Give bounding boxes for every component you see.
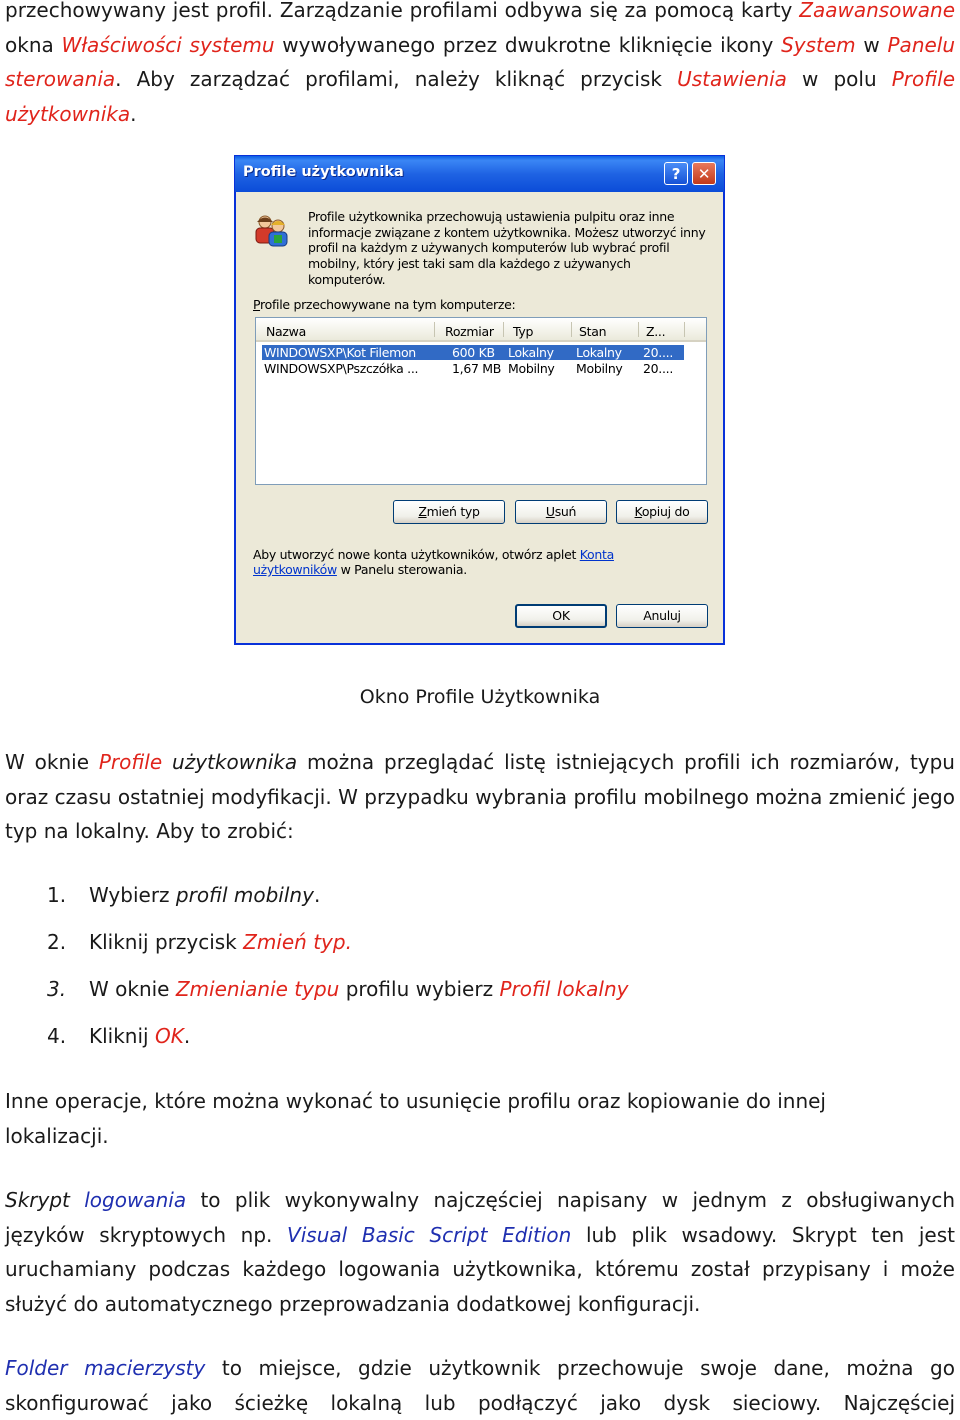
cell-size: 1,67 MB [452, 361, 502, 376]
label-text: rofile przechowywane na tym komputerze: [260, 297, 516, 312]
user-profiles-dialog [234, 155, 725, 645]
body-text: to plik wykonywalny najczęściej napisany w jednym z obsługiwanych języków skryptowych np. [5, 1188, 955, 1247]
step-term: OK [154, 1024, 184, 1048]
listview-header [256, 318, 706, 342]
cell-name: WINDOWSXP\Pszczółka ... [264, 361, 419, 376]
cell-modified: 20.... [643, 361, 673, 376]
intro-text: ikony [720, 32, 782, 57]
step-text: . [183, 1024, 191, 1048]
cell-type: Mobilny [508, 361, 555, 376]
term-logon: logowania [84, 1188, 187, 1212]
step-number: 1. [47, 883, 67, 907]
column-separator[interactable] [638, 322, 639, 337]
cell-state: Lokalny [576, 345, 622, 360]
term-system-properties: Właściwości systemu [61, 32, 275, 57]
step-text: . [345, 930, 352, 954]
paragraph-profiles-window [5, 745, 955, 849]
cell-name: WINDOWSXP\Kot Filemon [264, 345, 416, 360]
paragraph-home-folder [5, 1351, 955, 1420]
table-row[interactable] [262, 345, 684, 360]
figure-caption: Okno Profile Użytkownika [359, 686, 601, 708]
column-separator[interactable] [434, 322, 435, 337]
step-text: Kliknij [89, 1024, 155, 1048]
term-vbscript: Visual Basic Script Edition [287, 1222, 572, 1247]
access-key: Z [418, 504, 427, 519]
note-text: Aby utworzyć nowe konta użytkowników, otwórz aplet [253, 547, 580, 562]
body-text: to miejsce, gdzie użytkownik przechowuje swoje dane, można go skonfigurować jako ścieżkę lokalną lub podłączyć jako dysk sieciowy. Najczęściej [5, 1356, 955, 1415]
dialog-titlebar [235, 156, 724, 192]
delete-button[interactable] [515, 500, 607, 524]
copy-to-button[interactable] [616, 500, 708, 524]
intro-paragraph [5, 0, 955, 131]
step-text: . [313, 883, 321, 907]
close-button[interactable]: ✕ [692, 162, 716, 185]
step-text: profilu wybierz [339, 977, 500, 1001]
term-home-folder: Folder macierzysty [5, 1356, 206, 1380]
button-label: mień typ [426, 504, 480, 519]
intro-text: w [855, 32, 888, 57]
body-text: można przeglądać listę istniejących profili ich rozmiarów, typu oraz czasu ostatniej modyfikacji. W przypadku wybrania profilu mobilnego można zmienić jego typ na lokalny. Aby to zrobić: [5, 750, 955, 843]
step-term: Zmień typ [243, 930, 346, 954]
list-item [47, 1019, 629, 1066]
column-separator[interactable] [684, 322, 685, 337]
paragraph-other-operations: Inne operacje, które można wykonać to usunięcie profilu oraz kopiowanie do innej lokalizacji. [5, 1089, 826, 1148]
change-type-button[interactable] [393, 500, 505, 524]
term-user-profiles: Profile użytkownika [5, 67, 956, 126]
column-separator[interactable] [571, 322, 572, 337]
intro-text: . [130, 101, 137, 126]
list-item [47, 925, 629, 972]
intro-text: w polu [786, 67, 892, 91]
step-number: 4. [47, 1024, 67, 1048]
term-system-icon: System [781, 32, 856, 57]
body-text [70, 1188, 84, 1212]
dialog-description: Profile użytkownika przechowują ustawienia pulpitu oraz inne informacje związane z kontem użytkownika. Możesz utworzyć inny profil na każdym z używanych komputerów lub wybrać profil mobilny, który jest taki sam dla każdego z używanych komputerów. [308, 209, 706, 287]
access-key: K [634, 504, 642, 519]
user-accounts-link[interactable]: Konta użytkowników [253, 547, 614, 577]
access-key: U [545, 504, 555, 519]
steps-list [47, 878, 629, 1066]
intro-text: przechowywany jest profil. Zarządzanie profilami odbywa się za pomocą karty [5, 0, 793, 22]
button-label: opiuj do [641, 504, 690, 519]
profiles-list-label [253, 297, 515, 312]
step-text: Kliknij przycisk [89, 930, 244, 954]
body-text: lub plik wsadowy. Skrypt ten jest uruchamiany podczas każdego logowania użytkownika, któremu został przypisany i może służyć do automatycznego przeprowadzania dodatkowej konfiguracji. [5, 1222, 955, 1316]
step-text: W oknie [89, 977, 176, 1001]
body-text [162, 750, 172, 774]
list-item [47, 972, 629, 1019]
dialog-title: Profile użytkownika [243, 164, 404, 180]
term-control-panel: Panelu sterowania [5, 32, 956, 91]
term-advanced-tab: Zaawansowane [799, 0, 956, 22]
step-term: profil mobilny [175, 883, 314, 907]
cell-state: Mobilny [576, 361, 623, 376]
step-number: 3. [47, 977, 67, 1001]
intro-text: okna [5, 32, 62, 57]
cell-size: 600 KB [452, 345, 495, 360]
ok-button[interactable]: OK [515, 604, 607, 628]
help-button[interactable]: ? [664, 162, 688, 185]
users-icon [253, 213, 289, 247]
term-user: użytkownika [172, 750, 298, 774]
column-header-name[interactable]: Nazwa [266, 324, 306, 339]
paragraph-logon-script [5, 1183, 955, 1321]
note-text: w Panelu sterowania. [336, 562, 467, 577]
access-key: P [253, 297, 261, 312]
step-text: Wybierz [89, 883, 176, 907]
dialog-note [253, 547, 633, 577]
step-number: 2. [47, 930, 67, 954]
column-header-size[interactable]: Rozmiar [445, 324, 494, 339]
cell-type: Lokalny [508, 345, 554, 360]
column-separator[interactable] [503, 322, 504, 337]
intro-text: . Aby zarządzać profilami, należy kliknąć przycisk [115, 67, 662, 91]
button-label: suń [554, 504, 577, 519]
step-term: Profil lokalny [499, 977, 629, 1001]
profiles-listview[interactable] [255, 317, 707, 485]
column-header-modified[interactable]: Z... [646, 324, 666, 339]
body-text: W oknie [5, 750, 99, 774]
step-term: Zmienianie typu [175, 977, 340, 1001]
list-item [47, 878, 629, 925]
table-row[interactable] [262, 361, 684, 376]
intro-text: wywoływanego przez dwukrotne kliknięcie [274, 32, 713, 57]
term-settings: Ustawienia [677, 67, 787, 91]
term-script: Skrypt [5, 1188, 70, 1212]
cancel-button[interactable]: Anuluj [616, 604, 708, 628]
cell-modified: 20.... [643, 345, 673, 360]
term-profile: Profile [98, 750, 163, 774]
column-header-type[interactable]: Typ [513, 324, 534, 339]
column-header-state[interactable]: Stan [579, 324, 607, 339]
